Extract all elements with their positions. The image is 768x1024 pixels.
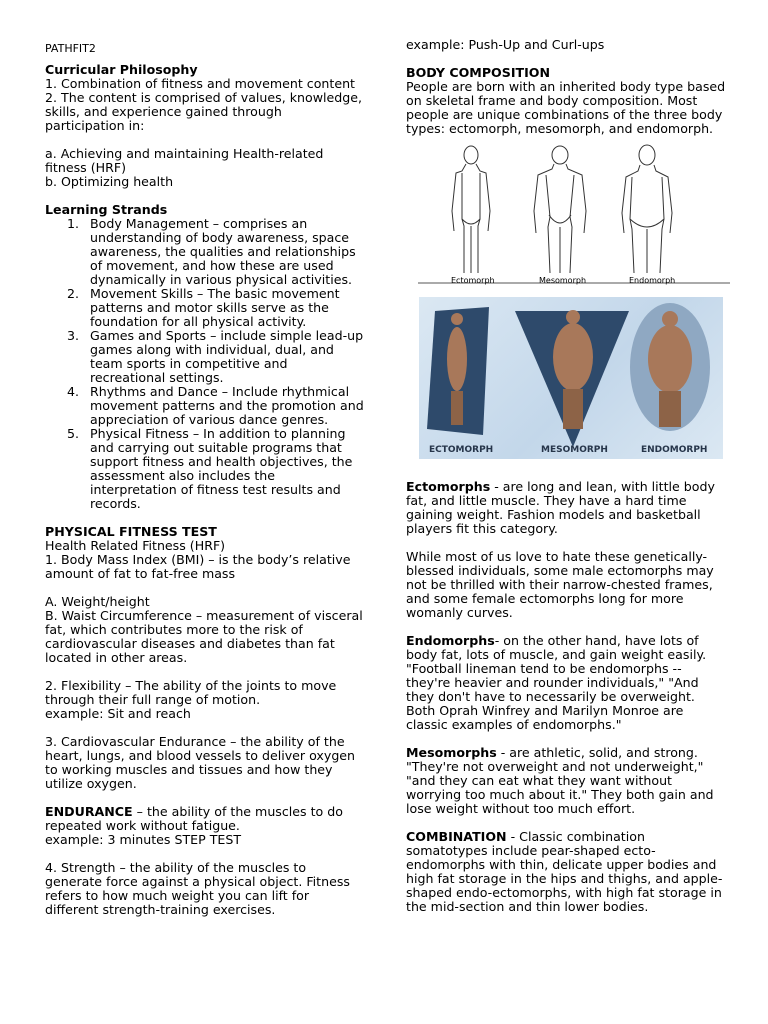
endomorph-caption: ENDOMORPH xyxy=(641,445,708,455)
curricular-item-2: 2. The content is comprised of values, knowledge, skills, and experience gained through participation in: xyxy=(45,90,362,133)
body-types-shapes xyxy=(419,297,723,459)
endomorph-paragraph: Endomorphs- on the other hand, have lots of body fat, lots of muscle, and gain weight easily. "Football lineman tend to be endomorphs -- they're heavier and rounder individuals," "And they don't have to necessarily be overweight. Both Oprah Winfrey and Marilyn Monroe are classic examples of endomorphs." xyxy=(406,633,707,732)
ectomorph-label: Ectomorph xyxy=(451,276,495,285)
curricular-item-1: 1. Combination of fitness and movement content xyxy=(45,76,355,91)
ectomorph-figure xyxy=(452,146,490,273)
mesomorph-caption: MESOMORPH xyxy=(541,445,608,455)
curricular-item-a: a. Achieving and maintaining Health-related fitness (HRF) xyxy=(45,146,324,175)
ectomorph-more: While most of us love to hate these genetically-blessed individuals, some male ectomorphs may not be thrilled with their narrow-chested frames, and some female ectomorphs long for more womanly curves. xyxy=(406,549,714,620)
endomorph-figure xyxy=(622,145,672,273)
body-types-drawing xyxy=(418,141,730,291)
ectomorph-paragraph: Ectomorphs - are long and lean, with little body fat, and little muscle. They have a hard time gaining weight. Fashion models and basketball players fit this category. xyxy=(406,479,715,536)
mesomorph-figure xyxy=(534,146,586,273)
curricular-item-b: b. Optimizing health xyxy=(45,174,174,189)
waist-text: B. Waist Circumference – measurement of visceral fat, which contributes more to the risk of cardiovascular diseases and diabetes than fat located in other areas. xyxy=(45,608,363,665)
endurance-example: example: 3 minutes STEP TEST xyxy=(45,832,242,847)
right-column xyxy=(406,38,726,914)
strand-item: 2. Movement Skills – The basic movement patterns and motor skills serve as the foundation for all physical activity. xyxy=(67,286,340,329)
left-column xyxy=(45,63,365,917)
strand-item: 1. Body Management – comprises an understanding of body awareness, space awareness, the qualities and relationships of movement, and how these are used dynamically in various physical activities. xyxy=(67,216,356,287)
ectomorph-caption: ECTOMORPH xyxy=(429,445,494,455)
weight-height-text: A. Weight/height xyxy=(45,594,150,609)
mesomorph-paragraph: Mesomorphs - are athletic, solid, and strong. "They're not overweight and not underweight," "and they can eat what they want without worrying too much about it." They both gain and lose weight without too much effort. xyxy=(406,745,714,816)
page-header: PATHFIT2 xyxy=(45,42,96,55)
strands-title: Learning Strands xyxy=(45,202,168,217)
bmi-text: 1. Body Mass Index (BMI) – is the body’s relative amount of fat to fat-free mass xyxy=(45,552,351,581)
mesomorph-label: Mesomorph xyxy=(539,276,587,285)
pft-title: PHYSICAL FITNESS TEST xyxy=(45,524,217,539)
flexibility-example: example: Sit and reach xyxy=(45,706,191,721)
body-types-photo-figure xyxy=(419,297,723,459)
body-composition-title: BODY COMPOSITION xyxy=(406,65,551,80)
cardio-text: 3. Cardiovascular Endurance – the ability of the heart, lungs, and blood vessels to deliver oxygen to working muscles and tissues and how they utilize oxygen. xyxy=(45,734,356,791)
strand-item: 5. Physical Fitness – In addition to planning and carrying out suitable programs that support fitness and health objectives, the assessment also includes the interpretation of fitness test results and records. xyxy=(67,426,353,511)
hrf-subtitle: Health Related Fitness (HRF) xyxy=(45,538,226,553)
strength-text: 4. Strength – the ability of the muscles to generate force against a physical object. Fitness refers to how much weight you can lift for different strength-training exercises. xyxy=(45,860,350,917)
example-pushup: example: Push-Up and Curl-ups xyxy=(406,37,605,52)
body-types-line-figure xyxy=(418,141,730,291)
endomorph-label: Endomorph xyxy=(629,276,676,285)
strand-item: 4. Rhythms and Dance – Include rhythmical movement patterns and the promotion and appreciation of various dance genres. xyxy=(67,384,364,427)
strands-list xyxy=(45,217,365,511)
flexibility-text: 2. Flexibility – The ability of the joints to move through their full range of motion. xyxy=(45,678,337,707)
endurance-text: ENDURANCE – the ability of the muscles to do repeated work without fatigue. xyxy=(45,804,343,833)
strand-item: 3. Games and Sports – include simple lead-up games along with individual, dual, and team sports in competitive and recreational settings. xyxy=(67,328,364,385)
curricular-title: Curricular Philosophy xyxy=(45,62,198,77)
combination-paragraph: COMBINATION - Classic combination somatotypes include pear-shaped ecto-endomorphs with thin, delicate upper bodies and high fat storage in the hips and thighs, and apple-shaped endo-ectomorphs, with high fat storage in the mid-section and thin lower bodies. xyxy=(406,829,723,914)
body-composition-text: People are born with an inherited body type based on skeletal frame and body composition. Most people are unique combinations of the three body types: ectomorph, mesomorph, and endomorph. xyxy=(406,79,726,136)
